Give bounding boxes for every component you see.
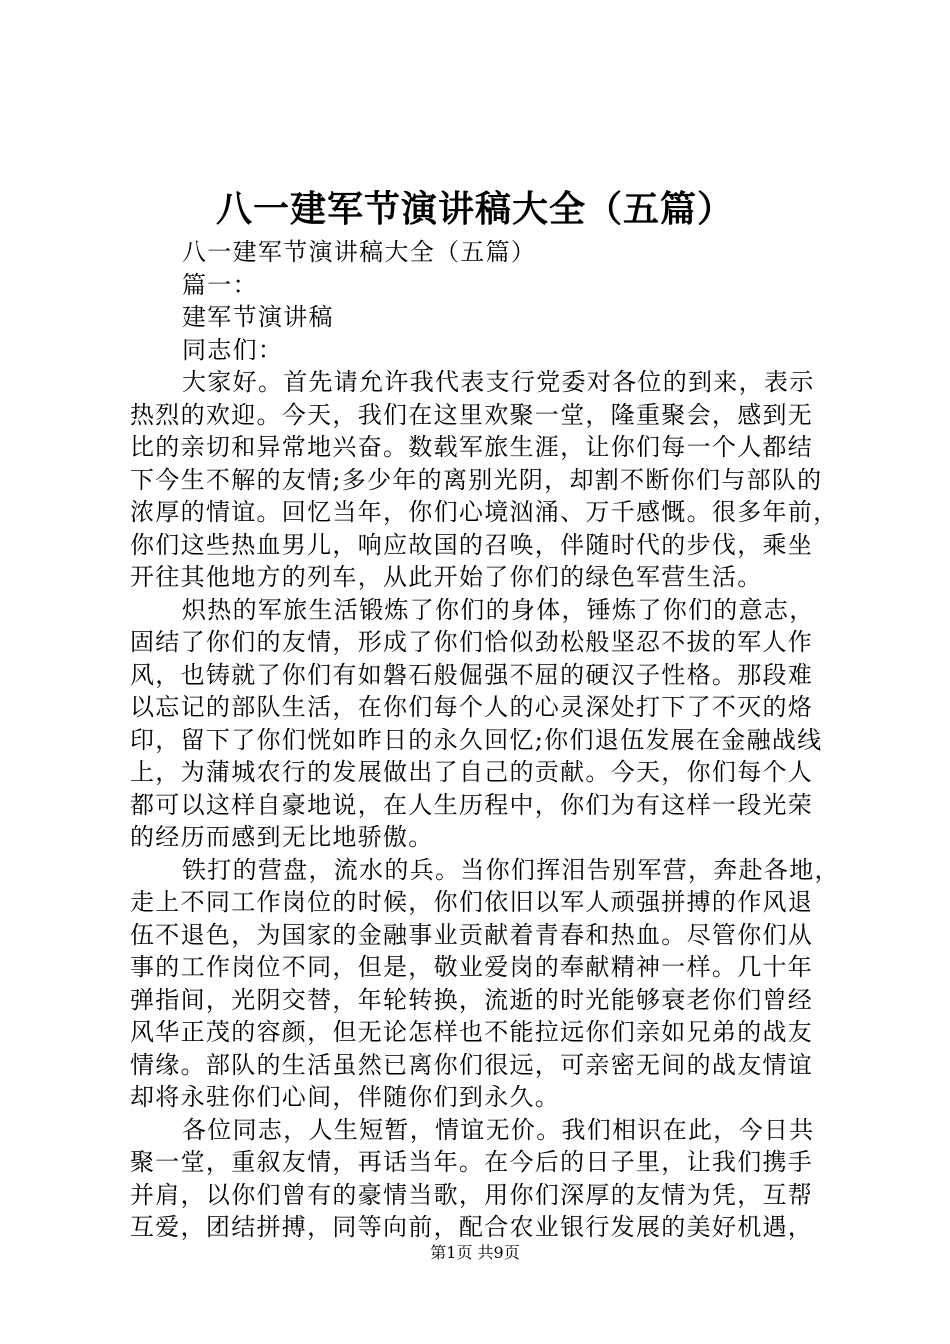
text-line: 聚一堂，重叙友情，再话当年。在今后的日子里，让我们携手	[130, 1148, 814, 1176]
page-footer: 第1页 共9页	[430, 1243, 520, 1262]
text-line: 印，留下了你们恍如昨日的永久回忆;你们退伍发展在金融战线	[130, 725, 823, 754]
document-body	[130, 236, 840, 1244]
text-line: 开往其他地方的列车，从此开始了你们的绿色军营生活。	[130, 563, 763, 591]
text-line: 篇一：	[182, 270, 258, 299]
text-line: 风，也铸就了你们有如磐石般倔强不屈的硬汉子性格。那段难	[130, 660, 814, 689]
text-line: 各位同志，人生短暂，情谊无价。我们相识在此，今日共	[182, 1115, 815, 1144]
text-line: 浓厚的情谊。回忆当年，你们心境汹涌、万千感慨。很多年前，	[130, 498, 839, 526]
text-line: 以忘记的部队生活，在你们每个人的心灵深处打下了不灭的烙	[130, 693, 814, 721]
text-line: 都可以这样自豪地说，在人生历程中，你们为有这样一段光荣	[130, 790, 814, 819]
text-line: 互爱，团结拼搏，同等向前，配合农业银行发展的美好机遇，	[130, 1213, 814, 1241]
text-line: 伍不退色，为国家的金融事业贡献着青春和热血。尽管你们从	[130, 920, 814, 949]
text-line: 却将永驻你们心间，伴随你们到永久。	[130, 1083, 561, 1111]
text-line: 炽热的军旅生活锻炼了你们的身体，锤炼了你们的意志，	[182, 595, 815, 624]
text-line: 你们这些热血男儿，响应故国的召唤，伴随时代的步伐，乘坐	[130, 530, 814, 559]
text-line: 风华正茂的容颜，但无论怎样也不能拉远你们亲如兄弟的战友	[130, 1018, 814, 1046]
text-line: 并肩，以你们曾有的豪情当歌，用你们深厚的友情为凭，互帮	[130, 1180, 814, 1209]
text-line: 铁打的营盘，流水的兵。当你们挥泪告别军营，奔赴各地，	[182, 855, 840, 884]
text-line: 下今生不解的友情;多少年的离别光阴，却割不断你们与部队的	[130, 465, 823, 494]
text-line: 固结了你们的友情，形成了你们恰似劲松般坚忍不拔的军人作	[130, 628, 814, 656]
text-line: 热烈的欢迎。今天，我们在这里欢聚一堂，隆重聚会，感到无	[130, 400, 814, 429]
text-line: 建军节演讲稿	[182, 303, 334, 331]
document-title: 八一建军节演讲稿大全（五篇）	[215, 188, 734, 230]
text-line: 的经历而感到无比地骄傲。	[130, 823, 434, 851]
text-line: 比的亲切和异常地兴奋。数载军旅生涯，让你们每一个人都结	[130, 433, 814, 461]
text-line: 大家好。首先请允许我代表支行党委对各位的到来，表示	[182, 368, 815, 396]
text-line: 情缘。部队的生活虽然已离你们很远，可亲密无间的战友情谊	[130, 1050, 814, 1079]
text-line: 弹指间，光阴交替，年轮转换，流逝的时光能够衰老你们曾经	[130, 985, 814, 1014]
text-line: 八一建军节演讲稿大全（五篇）	[182, 238, 537, 266]
text-line: 同志们：	[182, 335, 284, 364]
text-line: 事的工作岗位不同，但是，敬业爱岗的奉献精神一样。几十年	[130, 953, 814, 981]
text-line: 上，为蒲城农行的发展做出了自己的贡献。今天，你们每个人	[130, 758, 814, 786]
text-line: 走上不同工作岗位的时候，你们依旧以军人顽强拼搏的作风退	[130, 888, 814, 916]
